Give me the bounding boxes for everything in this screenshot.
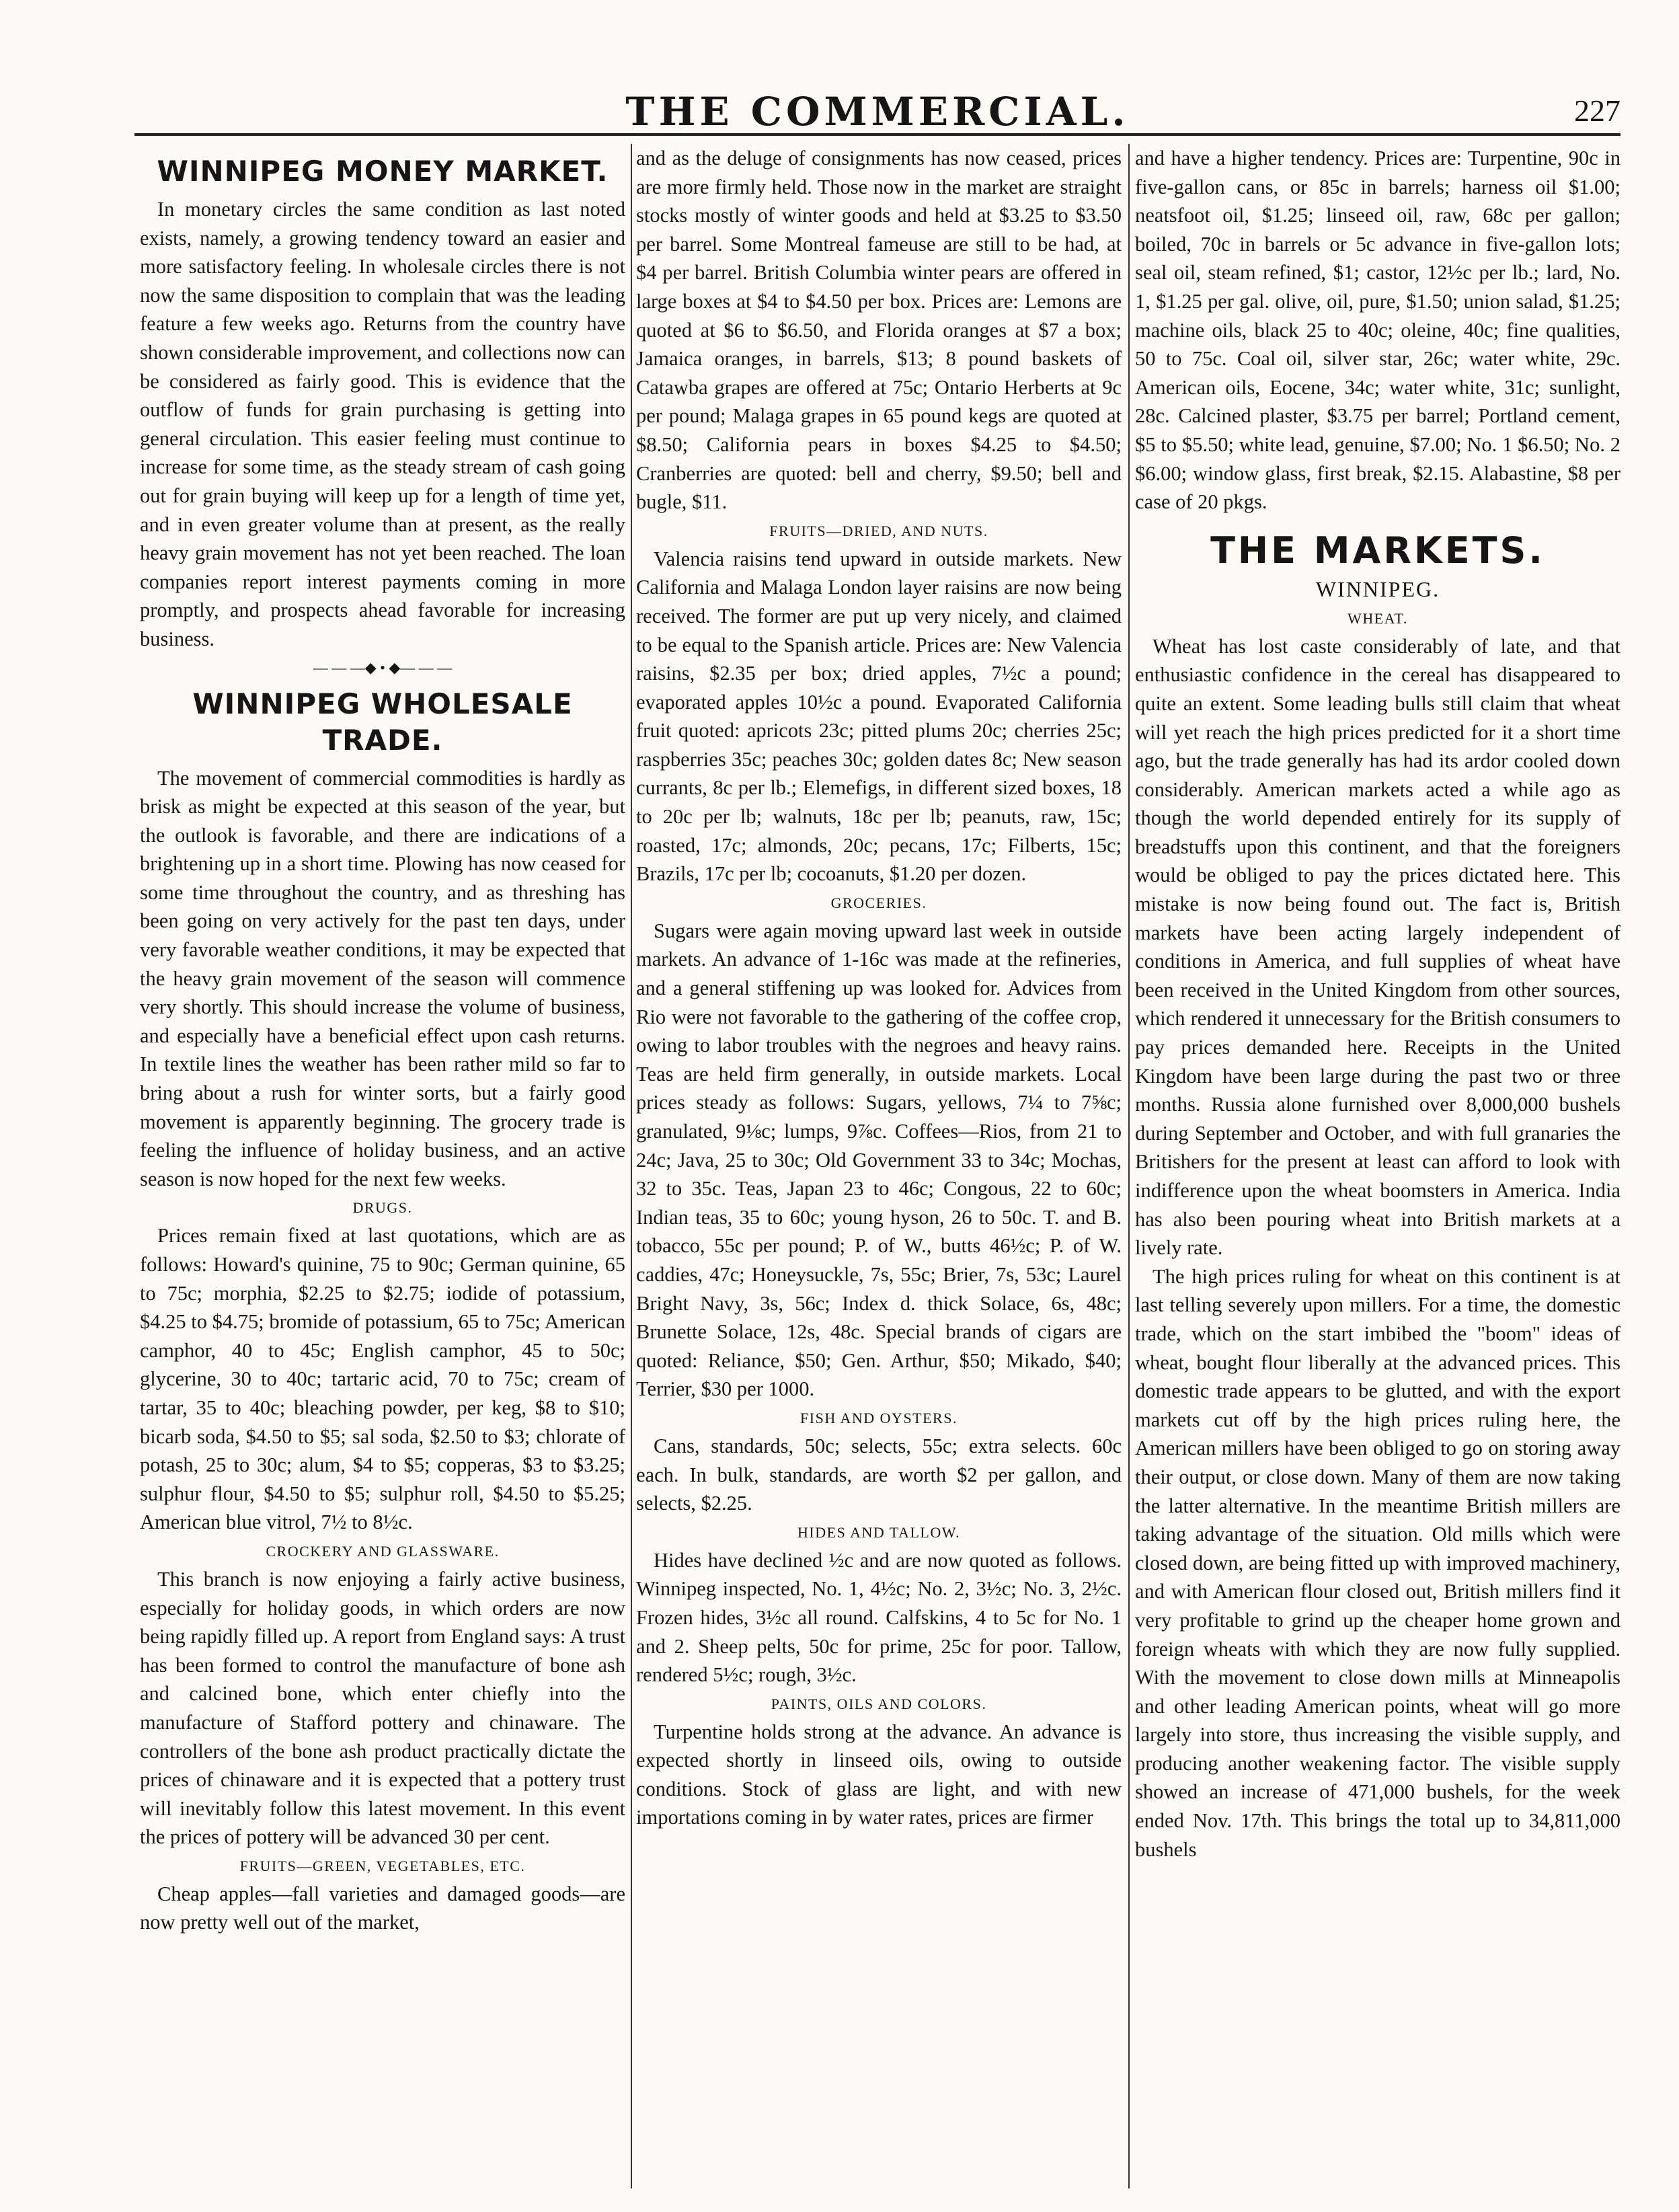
hides-body: Hides have declined ½c and are now quoted as follows. Winnipeg inspected, No. 1, 4½c; No. 2, 3½c; No. 3, 2½c. Frozen hides, 3½c all round. Calfskins, 4 to 5c for No. 1 and 2. Sheep pelts, 50c for prime, 25c for poor. Tallow, rendered 5½c; rough, 3½c. <box>636 1548 1122 1687</box>
wheat-body-1: Wheat has lost caste considerably of late, and that enthusiastic confidence in the cereal has disappeared to quite an extent. Some leading bulls still claim that wheat will yet reach the high prices predicted for it a short time ago, but the trade generally has had its ardor cooled down considerably. American markets acted a while ago as though the world depended entirely for its supply of breadstuffs upon this continent, and that the foreigners would be obliged to pay the prices dictated here. This mistake is now being found out. The fact is, British markets have been acting largely independent of conditions in America, and full supplies of wheat have been received in the United Kingdom from other sources, which rendered it unnecessary for the British consumers to pay prices demanded here. Receipts in the United Kingdom have been large during the past two or three months. Russia alone furnished over 8,000,000 bushels during September and October, and with full granaries the Britishers for the present at least can afford to look with indifference upon the wheat boomsters in America. India has also been pouring wheat into British markets at a lively rate. <box>1135 634 1621 1260</box>
fruits-green-body: Cheap apples—fall varieties and damaged goods—are now pretty well out of the market, <box>140 1882 625 1934</box>
money-market-heading: WINNIPEG MONEY MARKET. <box>157 155 609 188</box>
column-1 <box>140 144 625 2188</box>
groceries-body: Sugars were again moving upward last week in outside markets. An advance of 1-16c was made at the refineries, and a general stiffening up was looked for. Advices from Rio were not favorable to the gathering of the coffee crop, owing to labor troubles with the negroes and heavy rains. Teas are held firm generally, in outside markets. Local prices steady as follows: Sugars, yellows, 7¼ to 7⅝c; granulated, 9⅛c; lumps, 9⅞c. Coffees—Rios, from 21 to 24c; Java, 25 to 30c; Old Government 33 to 34c; Mochas, 32 to 35c. Teas, Japan 23 to 46c; Congous, 22 to 60c; Indian teas, 35 to 60c; young hyson, 26 to 50c. T. and B. tobacco, 55c per pound; P. of W., butts 46½c; P. of W. caddies, 47c; Honeysuckle, 7s, 55c; Brier, 7s, 53c; Laurel Bright Navy, 3s, 56c; Index d. thick Solace, 6s, 48c; Brunette Solace, 12s, 48c. Special brands of cigars are quoted: Reliance, $50; Gen. Arthur, $50; Mikado, $40; Terrier, $30 per 1000. <box>636 919 1122 1401</box>
groceries-heading: GROCERIES. <box>830 894 927 911</box>
markets-heading: THE MARKETS. <box>1210 529 1545 572</box>
column-divider <box>1128 144 1130 2188</box>
masthead <box>134 86 1621 140</box>
hides-heading: HIDES AND TALLOW. <box>797 1523 960 1541</box>
column-divider <box>631 144 632 2188</box>
page-number: 227 <box>1574 93 1621 128</box>
wholesale-trade-body: The movement of commercial commodities is hardly as brisk as might be expected at this season of the year, but the outlook is favorable, and there are indications of a brightening up in a short time. Plowing has now ceased for some time throughout the country, and as threshing has been going on very actively for the past ten days, under very favorable weather conditions, it may be expected that the heavy grain movement of the season will commence very shortly. This should increase the volume of business, and especially have a beneficial effect upon cash returns. In textile lines the weather has been rather mild so far to bring about a rush for winter sorts, but a fairly good movement is apparently beginning. The grocery trade is feeling the influence of holiday business, and an active season is now hoped for the next few weeks. <box>140 766 625 1190</box>
fruits-green-continued: and as the deluge of consignments has now ceased, prices are more firmly held. Those now in the market are straight stocks mostly of winter goods and held at $3.25 to $3.50 per barrel. Some Montreal fameuse are still to be had, at $4 per barrel. British Columbia winter pears are offered in large boxes at $4 to $4.50 per box. Prices are: Lemons are quoted at $6 to $6.50, and Florida oranges at $7 a box; Jamaica oranges, in barrels, $13; 8 pound baskets of Catawba grapes are offered at 75c; Ontario Herberts at 9c per pound; Malaga grapes in 65 pound kegs are quoted at $8.50; California pears in boxes $4.25 to $4.50; Cranberries are quoted: bell and cherry, $9.50; bell and bugle, $11. <box>636 147 1122 514</box>
paints-body: Turpentine holds strong at the advance. An advance is expected shortly in linseed oils, owing to outside conditions. Stock of glass are light, and with new importations coming in by water rates, prices are firmer <box>636 1720 1122 1829</box>
fish-heading: FISH AND OYSTERS. <box>800 1409 958 1426</box>
money-market-body: In monetary circles the same condition as last noted exists, namely, a growing tendency toward an easier and more satisfactory feeling. In wholesale circles there is not now the same disposition to complain that was the leading feature a few weeks ago. Returns from the country have shown considerable improvement, and collections now can be considered as fairly good. This is evidence that the outflow of funds for grain purchasing is getting into general circulation. This easier feeling must continue to increase for some time, as the steady stream of cash going out for grain buying will keep up for a length of time yet, and in even greater volume than at present, as the really heavy grain movement has not yet been reached. The loan companies report interest payments coming in more promptly, and prospects ahead favorable for increasing business. <box>140 198 625 650</box>
newspaper-title: THE COMMERCIAL. <box>625 89 1130 135</box>
wholesale-trade-heading: WINNIPEG WHOLESALE TRADE. <box>192 687 573 757</box>
drugs-heading: DRUGS. <box>352 1199 413 1217</box>
markets-subheading: WINNIPEG. <box>1315 576 1440 601</box>
wheat-heading: WHEAT. <box>1348 609 1408 627</box>
column-2 <box>636 144 1122 2188</box>
fish-body: Cans, standards, 50c; selects, 55c; extra selects. 60c each. In bulk, standards, are worth $2 per gallon, and selects, $2.25. <box>636 1434 1122 1515</box>
fruits-dried-heading: FRUITS—DRIED, AND NUTS. <box>769 522 988 539</box>
drugs-body: Prices remain fixed at last quotations, which are as follows: Howard's quinine, 75 to 90c; German quinine, 65 to 75c; morphia, $2.25 to $2.75; iodide of potassium, $4.25 to $4.75; bromide of potassium, 65 to 75c; American camphor, 40 to 45c; English camphor, 45 to 50c; glycerine, 30 to 40c; tartaric acid, 70 to 75c; cream of tartar, 35 to 40c; bleaching powder, per keg, $8 to $10; bicarb soda, $4.50 to $5; sal soda, $2.50 to $3; chlorate of potash, 25 to 30c; alum, $4 to $5; copperas, $3 to $3.25; sulphur flour, $4.50 to $5; sulphur roll, $4.50 to $5.25; American blue vitrol, 7½ to 8½c. <box>140 1224 625 1534</box>
wheat-body-2: The high prices ruling for wheat on this continent is at last telling severely upon millers. For a time, the domestic trade, which on the start imbibed the "boom" ideas of wheat, bought flour liberally at the advanced prices. This domestic trade appears to be glutted, and with the export markets cut off by the high prices ruling here, the American millers have been obliged to go on storing away their output, or close down. Many of them are now taking the latter alternative. In the meantime British millers are taking advantage of the situation. Old mills which were closed down, are being fitted up with improved machinery, and with American flour closed out, British millers find it very profitable to grind up the cheaper home grown and foreign wheats with which they are now fully supplied. With the movement to close down mills at Minneapolis and other leading American points, wheat will go more largely into store, thus increasing the visible supply, and producing another weakening factor. The visible supply showed an increase of 471,000 bushels, for the week ended Nov. 17th. This brings the total up to 34,811,000 bushels <box>1135 1264 1621 1861</box>
column-3 <box>1135 144 1621 2188</box>
fruits-dried-body: Valencia raisins tend upward in outside markets. New California and Malaga London layer raisins are now being received. The former are put up very nicely, and claimed to be equal to the Spanish article. Prices are: New Valencia raisins, $2.35 per box; dried apples, 7½c a pound; evaporated apples 10½c a pound. Evaporated California fruit quoted: apricots 23c; pitted plums 20c; cherries 25c; raspberries 35c; peaches 30c; golden dates 8c; New season currants, 8c per lb.; Elemefigs, in different sized boxes, 18 to 20c per lb; walnuts, 18c per lb; peanuts, raw, 15c; roasted, 17c; almonds, 20c; pecans, 17c; Filberts, 15c; Brazils, 17c per lb; cocoanuts, $1.20 per dozen. <box>636 547 1122 886</box>
paints-continued: and have a higher tendency. Prices are: Turpentine, 90c in five-gallon cans, or 85c in barrels; harness oil $1.00; neatsfoot oil, $1.25; linseed oil, raw, 68c per gallon; boiled, 70c in barrels or 5c advance in five-gallon lots; seal oil, steam refined, $1; castor, 12½c per lb.; lard, No. 1, $1.25 per gal. olive, oil, pure, $1.50; union salad, $1.25; machine oils, black 25 to 40c; oleine, 40c; fine qualities, 50 to 75c. Coal oil, silver star, 26c; water white, 29c. American oils, Eocene, 34c; water white, 31c; sunlight, 28c. Calcined plaster, $3.75 per barrel; Portland cement, $5 to $5.50; white lead, genuine, $7.00; No. 1 $6.50; No. 2 $6.00; window glass, first break, $2.15. Alabastine, $8 per case of 20 pkgs. <box>1135 147 1621 514</box>
crockery-heading: CROCKERY AND GLASSWARE. <box>266 1542 500 1560</box>
header-rule <box>134 133 1621 136</box>
ornament-divider: — — —◆ • ◆— — — <box>313 658 453 676</box>
fruits-green-heading: FRUITS—GREEN, VEGETABLES, ETC. <box>239 1857 526 1874</box>
crockery-body: This branch is now enjoying a fairly active business, especially for holiday goods, in which orders are now being rapidly filled up. A report from England says: A trust has been formed to control the manufacture of bone ash and calcined bone, which enter chiefly into the manufacture of Stafford pottery and chinaware. The controllers of the bone ash product practically dictate the prices of chinaware and it is expected that a pottery trust will inevitably follow this latest movement. In this event the prices of pottery will be advanced 30 per cent. <box>140 1567 625 1849</box>
paints-heading: PAINTS, OILS AND COLORS. <box>771 1695 987 1712</box>
